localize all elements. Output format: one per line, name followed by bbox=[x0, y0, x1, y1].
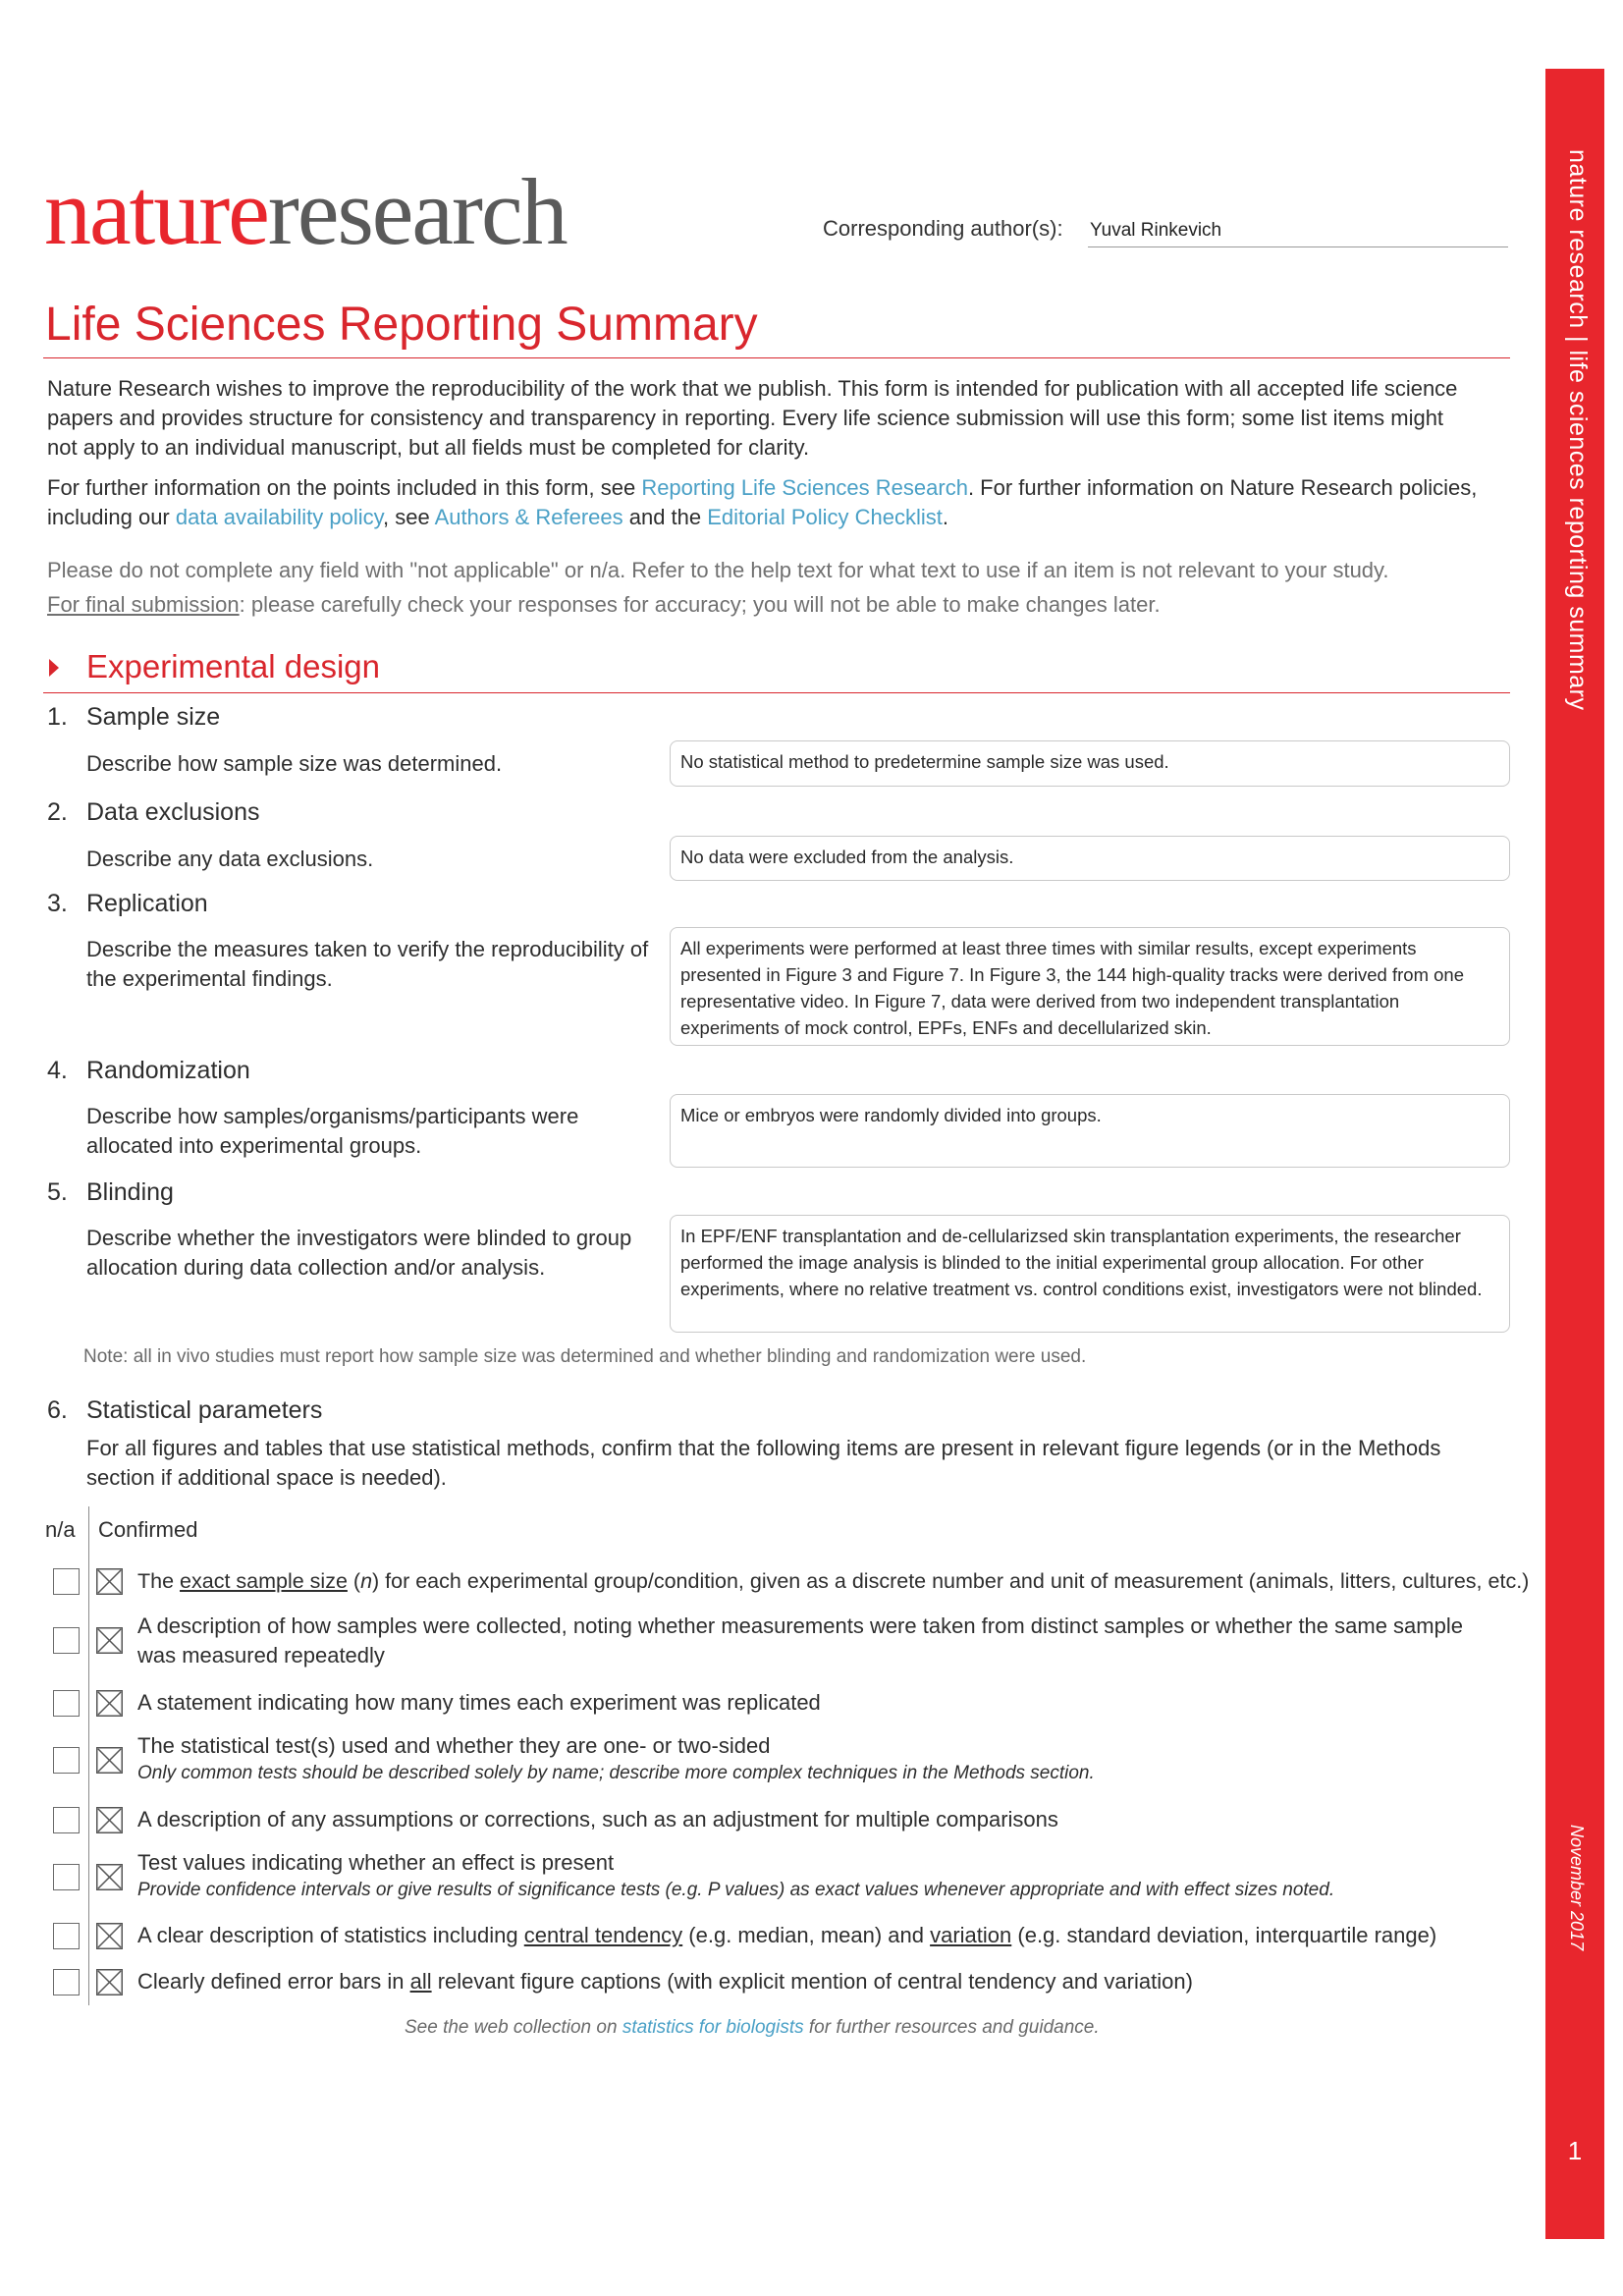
question-heading: 3. Replication bbox=[47, 890, 208, 917]
answer-field-blinding[interactable]: In EPF/ENF transplantation and de-cellularizsed skin transplantation experiments, the researcher performed the image analysis is blinded to the initial experimental group allocation. For other experiments, where no relative treatment vs. control conditions exist, investigators were not blinded. bbox=[670, 1215, 1510, 1333]
page-title: Life Sciences Reporting Summary bbox=[45, 299, 758, 351]
in-vivo-note: Note: all in vivo studies must report how sample size was determined and whether blinding and randomization were used. bbox=[83, 1346, 1087, 1367]
statistics-footer-note: See the web collection on statistics for biologists for further resources and guidance. bbox=[405, 2017, 1100, 2038]
intro-paragraph-2: For further information on the points included in this form, see Reporting Life Sciences Research. For further information on Nature Research policies, including our data availability policy, see Authors & Referees and the Editorial Policy Checklist. bbox=[47, 475, 1478, 529]
question-description: Describe the measures taken to verify the reproducibility of the experimental findings. bbox=[86, 937, 649, 991]
question-heading: 6. Statistical parameters bbox=[47, 1396, 323, 1424]
confirmed-checkbox-checked-icon[interactable] bbox=[96, 1923, 123, 1949]
column-divider bbox=[88, 1506, 89, 2005]
checklist-item: A description of any assumptions or corrections, such as an adjustment for multiple comparisons bbox=[137, 1807, 1058, 1831]
corresponding-author-underline bbox=[1088, 246, 1508, 247]
intro-paragraph-1: Nature Research wishes to improve the reproducibility of the work that we publish. This form is intended for publication with all accepted life science papers and provides structure for consistency and transparency in reporting. Every life science submission will use this form; some list items might not apply to an individual manuscript, but all fields must be completed for clarity. bbox=[47, 376, 1458, 460]
intro-paragraph-3: Please do not complete any field with "not applicable" or n/a. Refer to the help text for what text to use if an item is not relevant to your study. bbox=[47, 558, 1389, 582]
answer-field-data-exclusions[interactable]: No data were excluded from the analysis. bbox=[670, 836, 1510, 881]
side-title: nature research | life sciences reporting summary bbox=[1564, 149, 1592, 711]
confirmed-checkbox-checked-icon[interactable] bbox=[96, 1627, 123, 1654]
checklist-item: Test values indicating whether an effect is present Provide confidence intervals or give results of significance tests (e.g. P values) as exact values whenever appropriate and with effect sizes noted. bbox=[137, 1850, 1335, 1900]
section-title[interactable]: Experimental design bbox=[86, 648, 380, 684]
column-na: n/a bbox=[45, 1517, 76, 1542]
section-divider bbox=[43, 692, 1510, 693]
logo-nature: nature bbox=[44, 159, 268, 264]
na-checkbox[interactable] bbox=[53, 1969, 80, 1995]
na-checkbox[interactable] bbox=[53, 1923, 80, 1949]
column-confirmed: Confirmed bbox=[98, 1517, 198, 1542]
na-checkbox[interactable] bbox=[53, 1568, 80, 1595]
confirmed-checkbox-checked-icon[interactable] bbox=[96, 1690, 123, 1717]
logo-research: research bbox=[267, 159, 567, 264]
link-authors-referees[interactable]: Authors & Referees bbox=[434, 505, 623, 529]
link-statistics-for-biologists[interactable]: statistics for biologists bbox=[622, 2017, 804, 2038]
section-triangle-icon bbox=[49, 659, 59, 677]
answer-field-replication[interactable]: All experiments were performed at least three times with similar results, except experiments presented in Figure 3 and Figure 7. In Figure 3, the 144 high-quality tracks were derived from one representative video. In Figure 7, data were derived from two independent transplantation experiments of mock control, EPFs, ENFs and decellularized skin. bbox=[670, 927, 1510, 1046]
confirmed-checkbox-checked-icon[interactable] bbox=[96, 1969, 123, 1995]
title-divider bbox=[43, 357, 1510, 358]
corresponding-author-field[interactable]: Yuval Rinkevich bbox=[1090, 220, 1222, 241]
corresponding-author-label: Corresponding author(s): bbox=[823, 216, 1063, 241]
question-heading: 2. Data exclusions bbox=[47, 798, 260, 826]
link-editorial-policy[interactable]: Editorial Policy Checklist bbox=[707, 505, 943, 529]
intro-paragraph-4: For final submission: please carefully check your responses for accuracy; you will not be able to make changes later. bbox=[47, 592, 1161, 617]
question-description: Describe how samples/organisms/participants were allocated into experimental groups. bbox=[86, 1104, 579, 1158]
question-description: Describe whether the investigators were blinded to group allocation during data collection and/or analysis. bbox=[86, 1226, 632, 1280]
question-heading: 5. Blinding bbox=[47, 1178, 174, 1206]
side-date: November 2017 bbox=[1567, 1825, 1587, 1951]
answer-field-randomization[interactable]: Mice or embryos were randomly divided into groups. bbox=[670, 1094, 1510, 1168]
nature-research-logo bbox=[44, 159, 567, 264]
checklist-item: Clearly defined error bars in all relevant figure captions (with explicit mention of central tendency and variation) bbox=[137, 1969, 1193, 1994]
checklist-item: A statement indicating how many times each experiment was replicated bbox=[137, 1690, 821, 1715]
checklist-item: The statistical test(s) used and whether they are one- or two-sided Only common tests should be described solely by name; describe more complex techniques in the Methods section. bbox=[137, 1733, 1095, 1783]
na-checkbox[interactable] bbox=[53, 1690, 80, 1717]
question-heading: 1. Sample size bbox=[47, 703, 221, 731]
question-description: Describe how sample size was determined. bbox=[86, 751, 503, 776]
link-reporting-life-sciences[interactable]: Reporting Life Sciences Research bbox=[641, 475, 968, 500]
na-checkbox[interactable] bbox=[53, 1747, 80, 1774]
checklist-item: The exact sample size (n) for each experimental group/condition, given as a discrete number and unit of measurement (animals, litters, cultures, etc.) bbox=[137, 1569, 1530, 1593]
checklist-item: A description of how samples were collected, noting whether measurements were taken from distinct samples or whether the same sample was measured repeatedly bbox=[137, 1613, 1463, 1667]
question-description: For all figures and tables that use statistical methods, confirm that the following items are present in relevant figure legends (or in the Methods section if additional space is needed). bbox=[86, 1436, 1441, 1490]
page-number: 1 bbox=[1567, 2136, 1583, 2165]
link-data-availability[interactable]: data availability policy bbox=[175, 505, 384, 529]
question-description: Describe any data exclusions. bbox=[86, 847, 374, 871]
confirmed-checkbox-checked-icon[interactable] bbox=[96, 1568, 123, 1595]
confirmed-checkbox-checked-icon[interactable] bbox=[96, 1747, 123, 1774]
answer-field-sample-size[interactable]: No statistical method to predetermine sample size was used. bbox=[670, 740, 1510, 787]
question-heading: 4. Randomization bbox=[47, 1057, 250, 1084]
na-checkbox[interactable] bbox=[53, 1627, 80, 1654]
na-checkbox[interactable] bbox=[53, 1807, 80, 1833]
checklist-item: A clear description of statistics including central tendency (e.g. median, mean) and variation (e.g. standard deviation, interquartile range) bbox=[137, 1923, 1437, 1947]
na-checkbox[interactable] bbox=[53, 1864, 80, 1890]
confirmed-checkbox-checked-icon[interactable] bbox=[96, 1807, 123, 1833]
confirmed-checkbox-checked-icon[interactable] bbox=[96, 1864, 123, 1890]
